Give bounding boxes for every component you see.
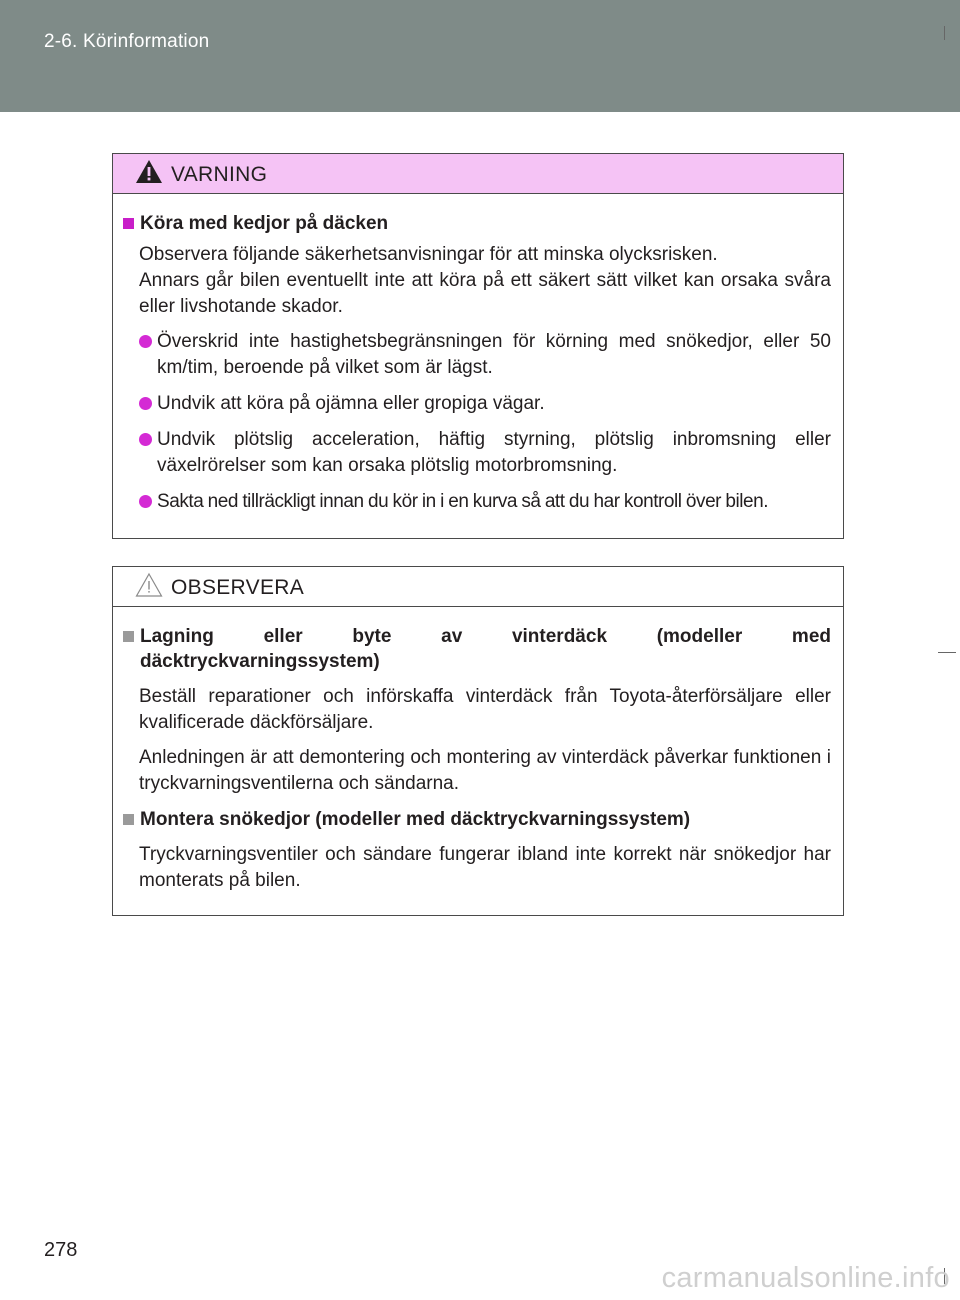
warning-bullet-text: Undvik plötslig acceleration, häftig styrning, plötslig inbromsning eller växelrörelser som kan orsaka plötslig motorbromsning. [157,429,831,476]
warning-title: VARNING [171,163,268,186]
warning-bullet [123,329,831,381]
square-bullet-icon [123,814,134,825]
round-bullet-icon [139,397,152,410]
warning-bullet [123,427,831,479]
warning-intro-line: Observera följande säkerhetsanvisningar för att minska olycksrisken. [139,244,718,265]
notice-heading-text: Lagning eller byte av vinterdäck (modeller med däcktryckvarningssystem) [140,626,831,672]
warning-intro-paragraph: Annars går bilen eventuellt inte att köra på ett säkert sätt vilket kan orsaka svåra eller livshotande skador. [139,270,831,317]
warning-bullet [123,489,831,515]
notice-box [112,566,844,916]
warning-bullet-text: Sakta ned tillräckligt innan du kör in i en kurva så att du har kontroll över bilen. [157,491,769,512]
notice-paragraph: Anledningen är att demontering och montering av vinterdäck påverkar funktionen i tryckvarningsventilerna och sändarna. [139,747,831,794]
round-bullet-icon [139,433,152,446]
square-bullet-icon [123,218,134,229]
notice-box-header [113,567,843,607]
section-title: 2-6. Körinformation [44,31,210,52]
round-bullet-icon [139,335,152,348]
warning-box-body [113,194,843,515]
notice-heading-text: Montera snökedjor (modeller med däcktryckvarningssystem) [140,809,691,830]
notice-title: OBSERVERA [171,576,305,599]
crop-mark [938,652,956,653]
warning-bullet [123,391,831,417]
notice-box-body [113,607,843,894]
notice-heading [123,807,831,832]
warning-box [112,153,844,539]
notice-paragraph: Tryckvarningsventiler och sändare fungerar ibland inte korrekt när snökedjor har monterats på bilen. [139,844,831,891]
notice-paragraph: Beställ reparationer och införskaffa vinterdäck från Toyota-återförsäljare eller kvalificerade däckförsäljare. [139,686,831,733]
warning-heading [123,211,831,236]
round-bullet-icon [139,495,152,508]
warning-triangle-outline-icon [135,572,163,603]
warning-heading-text: Köra med kedjor på däcken [140,213,389,234]
warning-bullet-text: Överskrid inte hastighetsbegränsningen för körning med snökedjor, eller 50 km/tim, beroende på vilket som är lägst. [157,331,831,378]
warning-bullet-text: Undvik att köra på ojämna eller gropiga vägar. [157,393,545,414]
warning-box-header [113,154,843,194]
watermark: carmanualsonline.info [661,1262,950,1294]
section-header-bar [0,0,960,112]
warning-triangle-filled-icon [135,159,163,190]
square-bullet-icon [123,631,134,642]
page-number: 278 [44,1239,78,1261]
notice-heading [123,624,831,674]
crop-mark [944,26,945,40]
